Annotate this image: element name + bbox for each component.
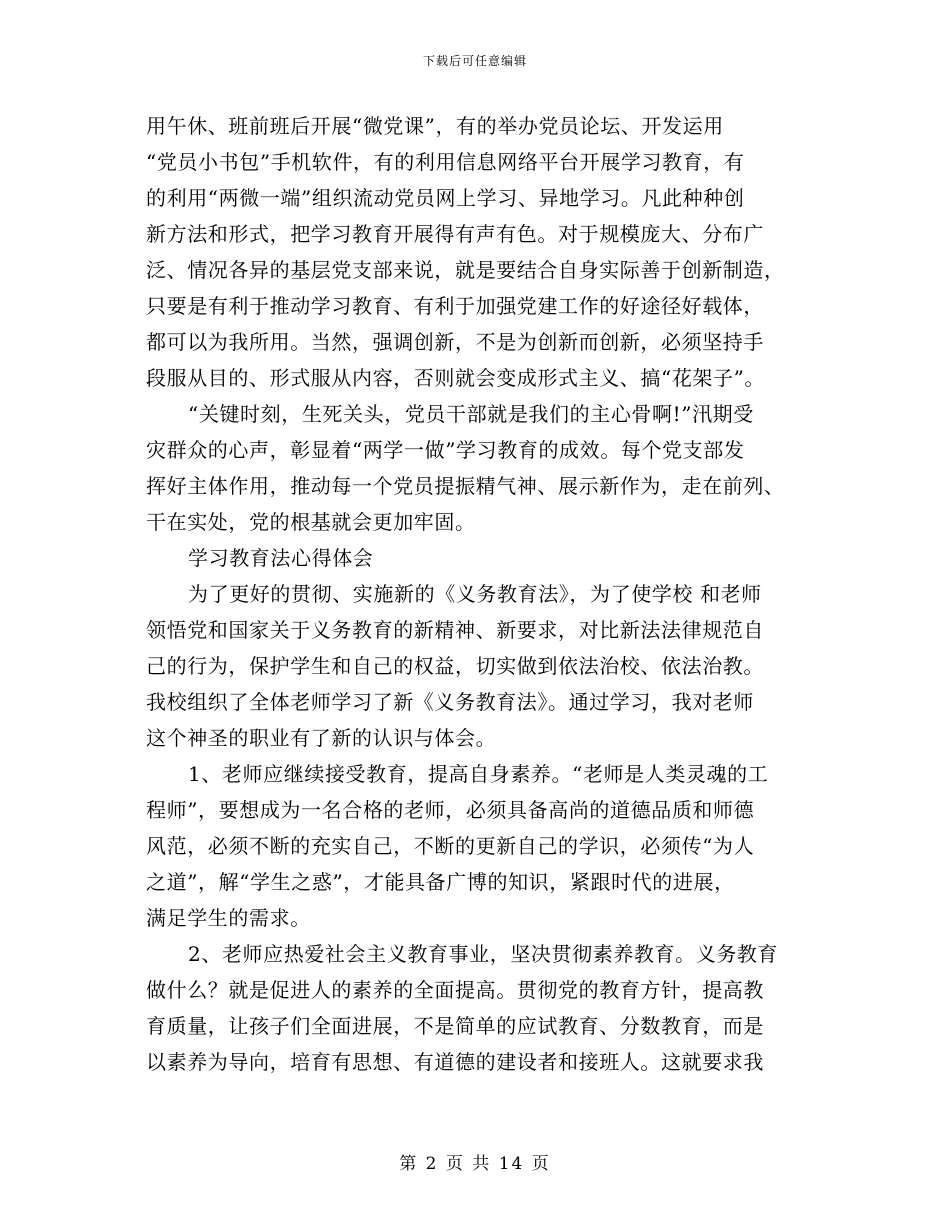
body-line: 的利用“两微一端”组织流动党员网上学习、异地学习。凡此种种创 bbox=[146, 186, 745, 210]
body-line: 我校组织了全体老师学习了新《义务教育法》。通过学习，我对老师 bbox=[146, 690, 754, 714]
body-line: 满足学生的需求。 bbox=[146, 906, 311, 930]
page-number: 第 2 页 共 14 页 bbox=[399, 1154, 551, 1174]
body-line: 育质量，让孩子们全面进展，不是简单的应试教育、分数教育，而是 bbox=[146, 1014, 764, 1038]
body-line: 都可以为我所用。当然，强调创新，不是为创新而创新，必须坚持手 bbox=[146, 330, 764, 354]
body-line: 为了更好的贯彻、实施新的《义务教育法》，为了使学校 和老师 bbox=[188, 582, 762, 606]
body-line: 这个神圣的职业有了新的认识与体会。 bbox=[146, 726, 497, 750]
body-line: 之道”，解“学生之惑”，才能具备广博的知识，紧跟时代的进展， bbox=[146, 870, 735, 894]
body-line: “关键时刻，生死关头，党员干部就是我们的主心骨啊!”汛期受 bbox=[188, 402, 754, 426]
page-header-note: 下载后可任意编辑 bbox=[422, 54, 527, 68]
body-line: 泛、情况各异的基层党支部来说，就是要结合自身实际善于创新制造， bbox=[146, 258, 785, 282]
body-line: 用午休、班前班后开展“微党课”，有的举办党员论坛、开发运用 bbox=[146, 114, 724, 138]
section-title: 学习教育法心得体会 bbox=[188, 546, 374, 570]
body-line: 风范，必须不断的充实自己，不断的更新自己的学识，必须传“为人 bbox=[146, 834, 755, 858]
body-line: 段服从目的、形式服从内容，否则就会变成形式主义、搞“花架子”。 bbox=[146, 366, 766, 390]
body-line: 程师”，要想成为一名合格的老师，必须具备高尚的道德品质和师德 bbox=[146, 798, 755, 822]
body-line: 领悟党和国家关于义务教育的新精神、新要求，对比新法法律规范自 bbox=[146, 618, 764, 642]
body-line: 2、老师应热爱社会主义教育事业，坚决贯彻素养教育。义务教育 bbox=[188, 942, 779, 966]
body-line: 只要是有利于推动学习教育、有利于加强党建工作的好途径好载体， bbox=[146, 294, 764, 318]
body-line: “党员小书包”手机软件，有的利用信息网络平台开展学习教育，有 bbox=[146, 150, 745, 174]
body-line: 做什么？就是促进人的素养的全面提高。贯彻党的教育方针，提高教 bbox=[146, 978, 764, 1002]
body-line: 1、老师应继续接受教育，提高自身素养。“老师是人类灵魂的工 bbox=[188, 762, 769, 786]
body-line: 挥好主体作用，推动每一个党员提振精气神、展示新作为，走在前列、 bbox=[146, 474, 785, 498]
body-line: 新方法和形式，把学习教育开展得有声有色。对于规模庞大、分布广 bbox=[146, 222, 764, 246]
body-line: 干在实处，党的根基就会更加牢固。 bbox=[146, 510, 476, 534]
body-line: 灾群众的心声，彰显着“两学一做”学习教育的成效。每个党支部发 bbox=[146, 438, 745, 462]
body-line: 以素养为导向，培育有思想、有道德的建设者和接班人。这就要求我 bbox=[146, 1050, 764, 1074]
document-body bbox=[146, 108, 816, 1080]
body-line: 己的行为，保护学生和自己的权益，切实做到依法治校、依法治教。 bbox=[146, 654, 764, 678]
